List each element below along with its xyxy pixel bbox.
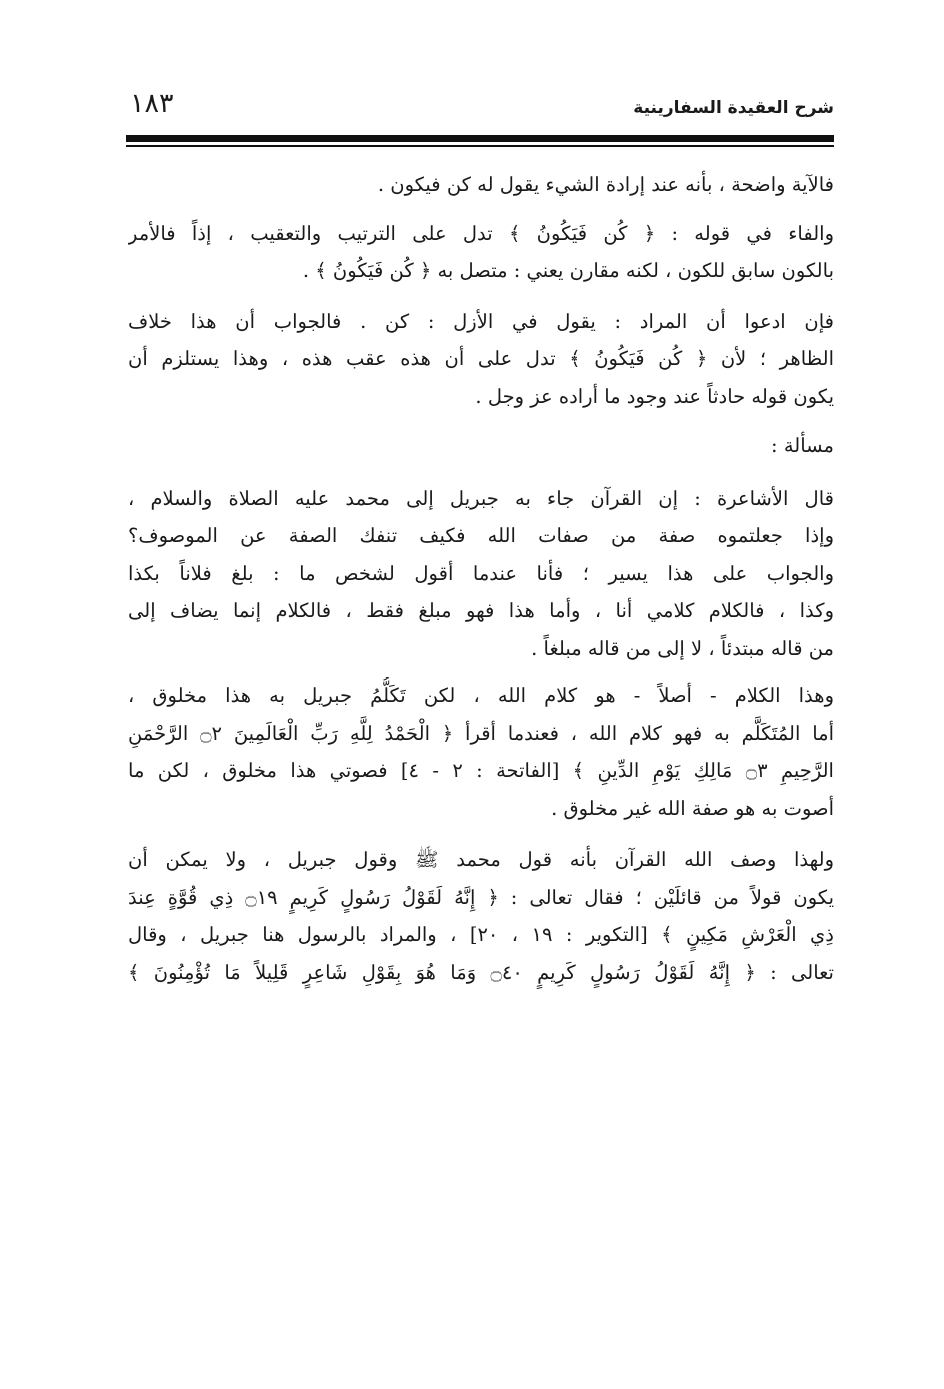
text-line: ذِي الْعَرْشِ مَكِينٍ ﴾ [التكوير : ١٩ ، ٢٠] ، والمراد بالرسول هنا جبريل ، وقال xyxy=(128,923,834,946)
text-line: فإن ادعوا أن المراد : يقول في الأزل : كن . فالجواب أن هذا خلاف xyxy=(128,309,834,333)
header-rule-thin xyxy=(126,145,834,147)
paragraph-5 xyxy=(128,677,834,827)
paragraph-2 xyxy=(128,215,834,290)
text-line: تعالى : ﴿ إِنَّهُ لَقَوْلُ رَسُولٍ كَرِيمٍ ۝٤٠ وَمَا هُوَ بِقَوْلِ شَاعِرٍ قَلِيلاً مَا تُؤْمِنُونَ ﴾ xyxy=(128,960,834,984)
page-header xyxy=(126,86,834,126)
text-line: أما المُتَكَلَّم به فهو كلام الله ، فعندما أقرأ ﴿ الْحَمْدُ لِلَّهِ رَبِّ الْعَالَمِينَ ۝٢ الرَّحْمَنِ xyxy=(128,721,834,745)
text-line: وكذا ، فالكلام كلامي أنا ، وأما هذا فهو مبلغ فقط ، فالكلام إنما يضاف إلى xyxy=(128,599,834,622)
text-line: الرَّحِيمِ ۝٣ مَالِكِ يَوْمِ الدِّينِ ﴾ [الفاتحة : ٢ - ٤] فصوتي هذا مخلوق ، لكن ما xyxy=(128,759,834,782)
text-line: والجواب على هذا يسير ؛ فأنا عندما أقول لشخص ما : بلغ فلاناً بكذا xyxy=(128,561,834,585)
text-line: أصوت به هو صفة الله غير مخلوق . xyxy=(551,796,834,820)
text-line: وهذا الكلام - أصلاً - هو كلام الله ، لكن تَكَلُّمُ جبريل به هذا مخلوق ، xyxy=(128,684,834,707)
header-rule-thick xyxy=(126,135,834,142)
paragraph-6 xyxy=(128,841,834,991)
text-line: من قاله مبتدئاً ، لا إلى من قاله مبلغاً . xyxy=(531,636,834,660)
running-title: شرح العقيدة السفارينية xyxy=(633,98,834,118)
text-line: يكون قولاً من قائلَيْن ؛ فقال تعالى : ﴿ إِنَّهُ لَقَوْلُ رَسُولٍ كَرِيمٍ ۝١٩ ذِي قُوَّةٍ عِندَ xyxy=(128,885,834,909)
text-line: يكون قوله حادثاً عند وجود ما أراده عز وجل . xyxy=(475,384,834,408)
text-line: الظاهر ؛ لأن ﴿ كُن فَيَكُونُ ﴾ تدل على أن هذه عقب هذه ، وهذا يستلزم أن xyxy=(128,347,834,370)
text-line: والفاء في قوله : ﴿ كُن فَيَكُونُ ﴾ تدل على الترتيب والتعقيب ، إذاً فالأمر xyxy=(128,221,834,245)
heading-mas-ala: مسألة : xyxy=(771,434,834,457)
section-heading xyxy=(128,427,834,465)
page-number: ١٨٣ xyxy=(130,88,174,119)
text-line: فالآية واضحة ، بأنه عند إرادة الشيء يقول له كن فيكون . xyxy=(377,173,834,196)
text-line: وإذا جعلتموه صفة من صفات الله فكيف تنفك الصفة عن الموصوف؟ xyxy=(128,524,834,547)
text-line: قال الأشاعرة : إن القرآن جاء به جبريل إلى محمد عليه الصلاة والسلام ، xyxy=(128,486,834,510)
text-line: ولهذا وصف الله القرآن بأنه قول محمد ﷺ وقول جبريل ، ولا يمكن أن xyxy=(128,848,834,871)
paragraph-1 xyxy=(128,166,834,204)
page-body xyxy=(128,166,834,991)
paragraph-3 xyxy=(128,303,834,416)
text-line: بالكون سابق للكون ، لكنه مقارن يعني : متصل به ﴿ كُن فَيَكُونُ ﴾ . xyxy=(302,259,834,282)
paragraph-4 xyxy=(128,480,834,668)
